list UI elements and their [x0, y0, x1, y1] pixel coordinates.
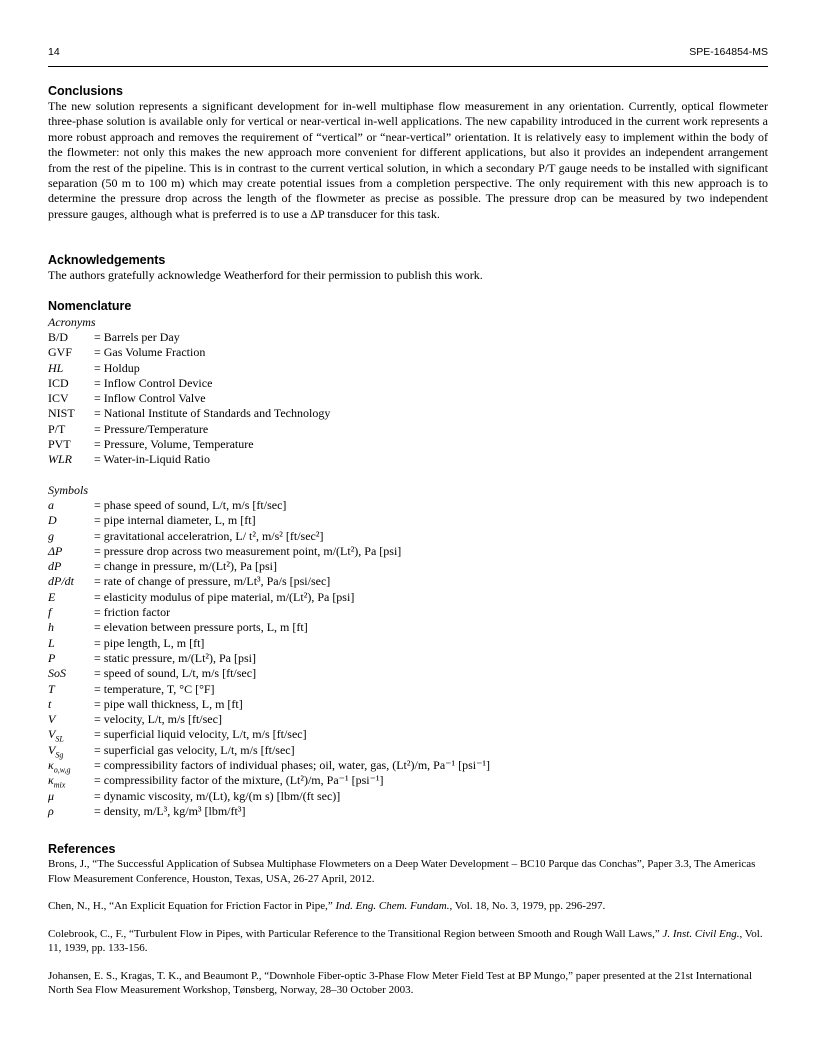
definition-text: = phase speed of sound, L/t, m/s [ft/sec]: [94, 498, 287, 512]
conclusions-text: The new solution represents a significant development for in-well multiphase flow measurement in any orientation. Currently, optical flowmeter three-phase solution is available only for vertical or near-vertical in-well applications. The new capability introduced in the current work represents a more robust approach and removes the requirement of “vertical” or “near-vertical” orientation. It is relatively easy to implement within the body of the flowmeter: not only this makes the new approach more convenient for different applications, but also it provides an independent arrangement from the rest of the pipeline. This is in contrast to the current vertical solution, in which a secondary P/T gauge needs to be installed with significant separation (50 m to 100 m) which may create potential issues from a completion perspective. The only requirement with this new approach is to determine the pressure drop across the length of the flowmeter as precise as possible. The pressure drop can be measured by two independent pressure gauges, although what is preferred is to use a ΔP transducer for this task.: [48, 99, 768, 221]
definition-text: = Gas Volume Fraction: [94, 345, 206, 360]
definition-text: = rate of change of pressure, m/Lt³, Pa/s [psi/sec]: [94, 574, 331, 589]
references-heading: References: [48, 842, 116, 856]
definition-term: dP/dt: [48, 574, 74, 589]
definition-row: [48, 544, 768, 559]
definition-row: [48, 345, 768, 360]
definition-term: f: [48, 605, 52, 620]
definition-text: = density, m/L³, kg/m³ [lbm/ft³]: [94, 803, 246, 818]
definition-term: ρ: [48, 803, 54, 818]
definition-text: = gravitational acceleratrion, L/ t², m/s² [ft/sec²]: [94, 528, 324, 543]
symbols-list: [48, 498, 768, 819]
definition-row: [48, 620, 768, 635]
acknowledgements-heading: Acknowledgements: [48, 253, 166, 267]
definition-term: L: [48, 635, 55, 650]
reference-item: Johansen, E. S., Kragas, T. K., and Beaumont P., “Downhole Fiber-optic 3-Phase Flow Meter Field Test at BP Mungo,” paper presented at the 21st International North Sea Flow Measurement Workshop, Tønsberg, Norway, 28–30 October 2003.: [48, 969, 752, 996]
definition-term: $\kappa_{o,w,g}$: [48, 758, 71, 775]
definition-row: [48, 529, 768, 544]
definition-term: h: [48, 620, 54, 635]
definition-term: ICD: [48, 375, 69, 390]
definition-text: = pipe internal diameter, L, m [ft]: [94, 513, 256, 528]
definition-text: = pipe wall thickness, L, m [ft]: [94, 696, 243, 711]
definition-text: = Pressure/Temperature: [94, 421, 209, 436]
definition-text: = Pressure, Volume, Temperature: [94, 437, 254, 452]
definition-row: [48, 590, 768, 605]
definition-text: = compressibility factor of the mixture, (Lt²)/m, Pa⁻¹ [psi⁻¹]: [94, 773, 384, 788]
definition-text: = velocity, L/t, m/s [ft/sec]: [94, 712, 222, 727]
definition-text: = superficial gas velocity, L/t, m/s [ft/sec]: [94, 742, 295, 757]
definition-row: [48, 559, 768, 574]
definition-row: [48, 498, 768, 513]
definition-text: = Inflow Control Device: [94, 375, 213, 390]
definition-text: = friction factor: [94, 605, 171, 620]
definition-term: T: [48, 681, 55, 696]
definition-text: = Water-in-Liquid Ratio: [94, 452, 210, 467]
acronyms-label: Acronyms: [48, 315, 96, 329]
definition-term: t: [48, 696, 52, 711]
definition-term: ICV: [48, 391, 69, 406]
definition-text: = elasticity modulus of pipe material, m/(Lt²), Pa [psi]: [94, 589, 355, 604]
definition-row: [48, 513, 768, 528]
conclusions-heading: Conclusions: [48, 84, 124, 98]
definition-term: P/T: [48, 421, 66, 436]
definition-text: = change in pressure, m/(Lt²), Pa [psi]: [94, 559, 277, 574]
paper-id: SPE-164854-MS: [689, 46, 768, 58]
definition-term: D: [48, 513, 57, 528]
definition-row: [48, 651, 768, 666]
definition-row: [48, 789, 768, 804]
definition-row: [48, 376, 768, 391]
definition-text: = Barrels per Day: [94, 330, 180, 344]
definition-row: [48, 452, 768, 467]
definition-row: [48, 574, 768, 589]
definition-row: [48, 605, 768, 620]
definition-text: = static pressure, m/(Lt²), Pa [psi]: [94, 650, 256, 665]
definition-term: PVT: [48, 437, 71, 452]
definition-row: [48, 330, 768, 345]
definition-text: = dynamic viscosity, m/(Lt), kg/(m s) [lbm/(ft sec)]: [94, 788, 341, 803]
symbols-label: Symbols: [48, 483, 88, 497]
definition-row: [48, 361, 768, 376]
definition-term: ΔP: [48, 543, 63, 558]
definition-row: [48, 437, 768, 452]
reference-item: Colebrook, C., F., “Turbulent Flow in Pipes, with Particular Reference to the Transitional Region between Smooth and Rough Wall Laws,” J. Inst. Civil Eng., Vol. 11, 1939, pp. 133-156.: [48, 927, 763, 954]
definition-text: = National Institute of Standards and Technology: [94, 406, 331, 421]
definition-term: E: [48, 589, 56, 604]
definition-term: HL: [48, 360, 64, 375]
definition-text: = Inflow Control Valve: [94, 391, 206, 406]
definition-row: [48, 636, 768, 651]
definition-row: [48, 391, 768, 406]
header-rule: [48, 66, 768, 67]
definition-term: B/D: [48, 330, 69, 344]
definition-row: [48, 406, 768, 421]
reference-item: Brons, J., “The Successful Application of Subsea Multiphase Flowmeters on a Deep Water Development – BC10 Parque das Conchas”, Paper 3.3, The Americas Flow Measurement Conference, Houston, Texas, USA, 26-27 April, 2012.: [48, 858, 756, 885]
definition-term: g: [48, 528, 54, 543]
definition-term: μ: [48, 788, 55, 803]
acronyms-list: [48, 330, 768, 468]
definition-term: $V_{SL}$: [48, 727, 64, 744]
definition-row: [48, 743, 768, 758]
page-number: 14: [48, 46, 60, 58]
definition-text: = pipe length, L, m [ft]: [94, 635, 205, 650]
definition-row: [48, 712, 768, 727]
acknowledgements-text: The authors gratefully acknowledge Weatherford for their permission to publish this work.: [48, 268, 483, 282]
definition-term: dP: [48, 559, 62, 574]
definition-text: = temperature, T, °C [°F]: [94, 681, 215, 696]
definition-row: [48, 697, 768, 712]
page-header: [48, 46, 768, 66]
definition-text: = pressure drop across two measurement point, m/(Lt²), Pa [psi]: [94, 543, 402, 558]
definition-term: a: [48, 498, 54, 512]
definition-text: = Holdup: [94, 360, 140, 375]
definition-row: [48, 422, 768, 437]
definition-row: [48, 666, 768, 681]
definition-term: GVF: [48, 345, 73, 360]
definition-row: [48, 804, 768, 819]
definition-row: [48, 727, 768, 742]
definition-text: = compressibility factors of individual phases; oil, water, gas, (Lt²)/m, Pa⁻¹ [psi⁻¹]: [94, 758, 491, 773]
reference-item: Chen, N., H., “An Explicit Equation for Friction Factor in Pipe,” Ind. Eng. Chem. Fundam., Vol. 18, No. 3, 1979, pp. 296-297.: [48, 900, 606, 912]
definition-term: $V_{Sg}$: [48, 742, 64, 760]
definition-text: = elevation between pressure ports, L, m [ft]: [94, 620, 308, 635]
nomenclature-heading: Nomenclature: [48, 299, 132, 313]
definition-text: = superficial liquid velocity, L/t, m/s [ft/sec]: [94, 727, 307, 742]
definition-term: $\kappa_{mix}$: [48, 773, 66, 790]
definition-term: V: [48, 712, 56, 727]
definition-row: [48, 758, 768, 773]
references-list: [48, 857, 768, 1011]
definition-term: SoS: [48, 666, 66, 681]
definition-row: [48, 682, 768, 697]
definition-row: [48, 773, 768, 788]
definition-term: NIST: [48, 406, 75, 421]
definition-text: = speed of sound, L/t, m/s [ft/sec]: [94, 666, 257, 681]
definition-term: WLR: [48, 452, 72, 467]
definition-term: P: [48, 650, 56, 665]
